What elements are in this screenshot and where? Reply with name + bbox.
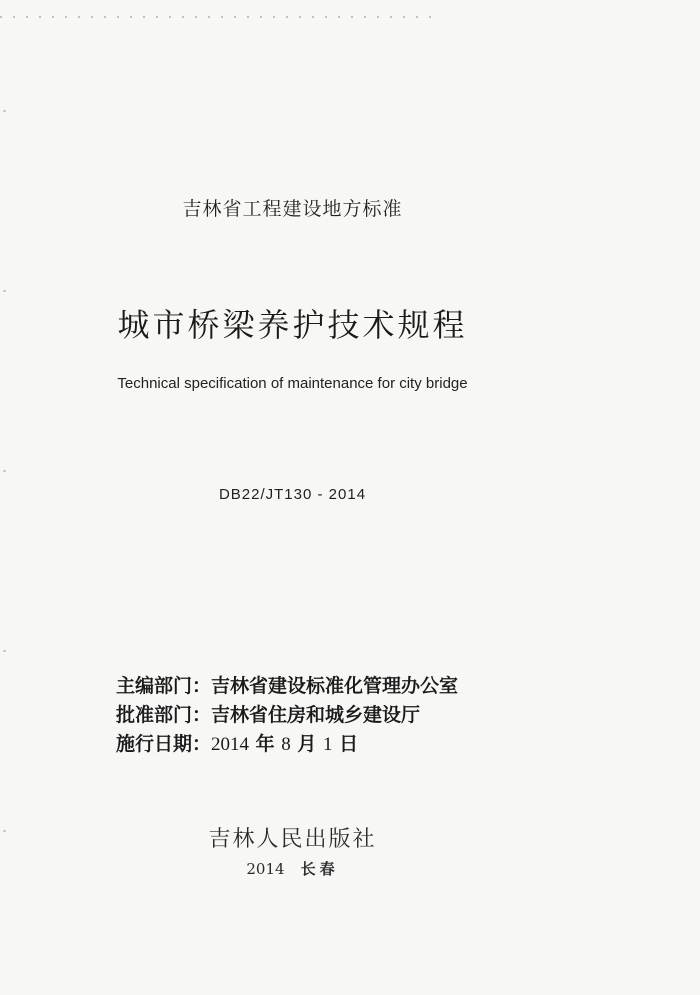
document-title-english: Technical specification of maintenance for city bridge: [117, 375, 468, 392]
effective-date-row: [116, 730, 458, 759]
date-month: 8: [281, 734, 291, 755]
scan-artifact-dots: [0, 16, 440, 18]
editor-value: 吉林省建设标准化管理办公室: [211, 675, 459, 697]
publication-city: 长春: [300, 860, 339, 878]
publisher-name: 吉林人民出版社: [208, 827, 377, 852]
standard-series-title: 吉林省工程建设地方标准: [182, 198, 403, 220]
editor-row: [116, 672, 458, 701]
approver-row: [116, 701, 458, 730]
date-day: 1: [323, 734, 333, 755]
document-title-chinese: 城市桥梁养护技术规程: [117, 306, 468, 344]
publication-year: 2014: [246, 860, 285, 878]
approver-label: 批准部门：: [116, 704, 212, 726]
approver-value: 吉林省住房和城乡建设厅: [211, 704, 421, 726]
date-month-unit: 月: [297, 733, 317, 755]
date-year-unit: 年: [255, 733, 275, 755]
editor-label: 主编部门：: [116, 675, 212, 697]
date-label: 施行日期：: [116, 733, 212, 755]
date-day-unit: 日: [339, 733, 359, 755]
date-year: 2014: [211, 734, 250, 755]
publication-line: [0, 858, 585, 879]
standard-code: DB22/JT130 - 2014: [218, 486, 367, 503]
issuance-info: [116, 672, 458, 759]
